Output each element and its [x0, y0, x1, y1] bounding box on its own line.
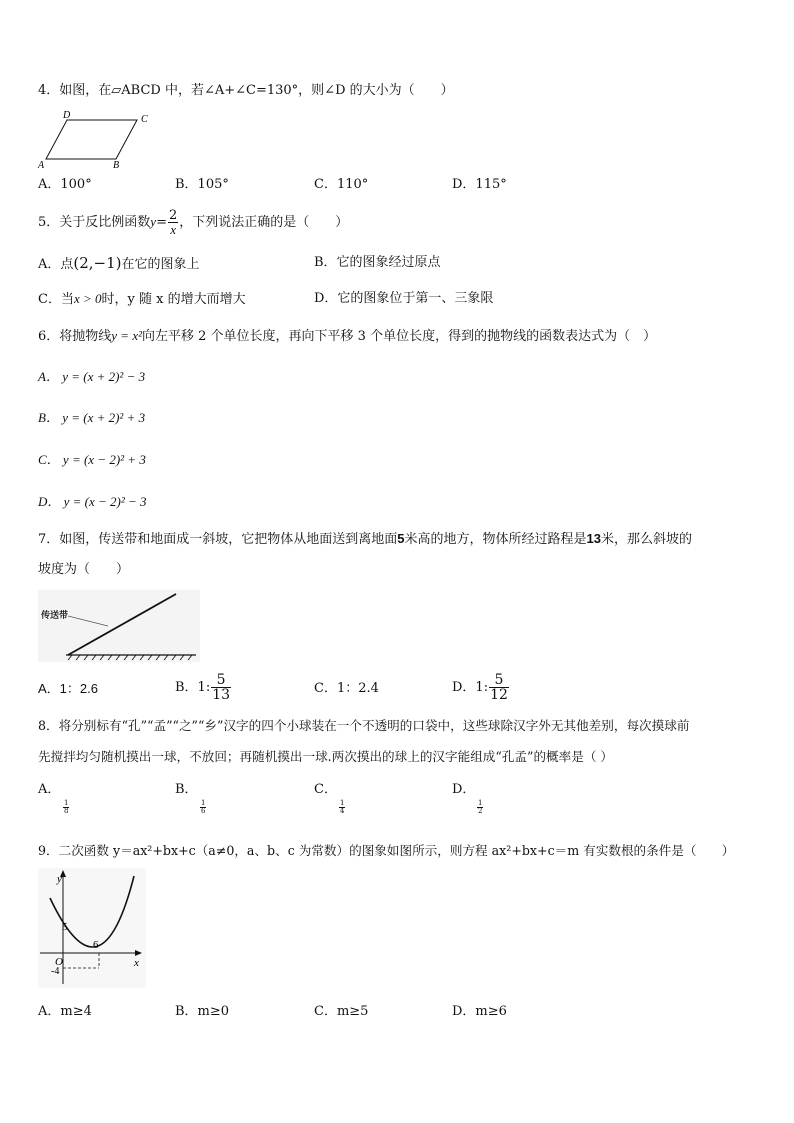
- q5-opt-c-cond: x > 0: [73, 291, 102, 306]
- q6-option-d[interactable]: D． y = (x − 2)² − 3: [38, 494, 147, 509]
- q8-opt-d-frac: [477, 800, 483, 815]
- q5-opt-a-suffix: 在它的图象上: [121, 257, 200, 272]
- q9-label-six: 6: [93, 939, 99, 951]
- q6-prefix: 6．将抛物线: [38, 329, 112, 344]
- q4-label-c: C: [141, 114, 148, 125]
- q8-option-d[interactable]: [452, 781, 484, 817]
- q5-prefix: 5．关于反比例函数: [38, 215, 151, 230]
- q8-opt-b-den: 6: [201, 807, 206, 815]
- q7-opt-b-frac: [211, 673, 231, 702]
- q4-option-b[interactable]: B．105°: [175, 177, 229, 192]
- q5-opt-a-point: (2,−1): [73, 254, 122, 272]
- q8-option-b[interactable]: [175, 781, 207, 817]
- q5-func-eq: =: [156, 215, 167, 230]
- q8-opt-d-num: 1: [478, 799, 483, 807]
- q9-text: 9．二次函数 y＝ax²+bx+c（a≠0，a、b、c 为常数）的图象如图所示，则方程 ax²+bx+c＝m 有实数根的条件是（ ）: [38, 843, 735, 858]
- q4-option-a[interactable]: A．100°: [38, 177, 92, 192]
- q4-option-d[interactable]: D．115°: [452, 177, 507, 192]
- q8-option-a[interactable]: [38, 781, 70, 817]
- q7-line1-a: 7．如图，传送带和地面成一斜坡，它把物体从地面送到离地面: [38, 532, 398, 547]
- q8-opt-d-den: 2: [478, 807, 483, 815]
- q9-label-x: x: [134, 957, 139, 969]
- q8-line1: 8．将分别标有“孔”“孟”“之”“乡”汉字的四个小球装在一个不透明的口袋中，这些球除汉字外无其他差别，每次摸球前: [38, 718, 690, 733]
- q7-opt-b-den: 13: [212, 687, 231, 703]
- q5-frac-num: 2: [168, 208, 178, 223]
- q8-opt-c-den: 4: [340, 807, 345, 815]
- q5-option-b[interactable]: B．它的图象经过原点: [314, 255, 441, 270]
- q7-line2: 坡度为（ ）: [38, 562, 130, 577]
- q5-fraction: [168, 209, 178, 236]
- q8-opt-a-den: 8: [64, 807, 69, 815]
- q4-parallelogram-figure: [38, 108, 158, 170]
- q5-option-c[interactable]: [38, 290, 246, 309]
- q7-line1: [38, 530, 692, 549]
- q6-option-b[interactable]: B． y = (x + 2)² + 3: [38, 410, 146, 425]
- q7-line1-b: 米高的地方，物体所经过路程是: [404, 532, 587, 547]
- q7-line1-n2: 13: [586, 531, 601, 546]
- q5-option-a[interactable]: [38, 254, 200, 274]
- q9-label-five: 5: [62, 921, 68, 933]
- q4-label-b: B: [113, 160, 120, 171]
- q7-option-a[interactable]: A．1：2.6: [38, 681, 98, 696]
- q6-option-c[interactable]: C． y = (x − 2)² + 3: [38, 452, 146, 467]
- q9-label-origin: O: [55, 956, 63, 968]
- q7-opt-d-frac: [489, 673, 509, 702]
- q8-opt-d-label: D．: [452, 782, 476, 797]
- q7-opt-d-num: 5: [489, 673, 509, 688]
- q5-opt-c-suffix: 时，y 随 x 的增大而增大: [101, 292, 246, 307]
- q7-option-c[interactable]: C．1：2.4: [314, 681, 379, 696]
- q5-func-y: y: [150, 214, 157, 229]
- q4-text: 4．如图，在▱ABCD 中，若∠A+∠C=130°，则∠D 的大小为（ ）: [38, 83, 454, 98]
- q6-option-a[interactable]: A． y = (x + 2)² − 3: [38, 369, 146, 384]
- q8-opt-b-frac: [200, 800, 206, 815]
- q9-parabola-graph: [38, 868, 146, 988]
- q9-option-d[interactable]: D．m≥6: [452, 1004, 507, 1019]
- q8-opt-c-num: 1: [340, 799, 345, 807]
- q7-opt-d-prefix: D．1:: [452, 680, 489, 695]
- q7-line1-c: 米，那么斜坡的: [601, 532, 693, 547]
- q8-opt-c-label: C．: [314, 782, 337, 797]
- q5-opt-c-prefix: C．当: [38, 292, 74, 307]
- q8-opt-a-frac: [63, 800, 69, 815]
- q4-label-d: D: [63, 110, 71, 121]
- q4-option-c[interactable]: C．110°: [314, 177, 369, 192]
- q9-option-b[interactable]: B．m≥0: [175, 1004, 230, 1019]
- q8-opt-b-label: B．: [175, 782, 198, 797]
- q7-option-d[interactable]: [452, 668, 510, 708]
- q5-option-d[interactable]: D．它的图象位于第一、三象限: [314, 291, 494, 306]
- q9-label-y: y: [57, 873, 62, 885]
- q8-opt-a-label: A．: [38, 782, 61, 797]
- q5-opt-a-prefix: A．点: [38, 257, 74, 272]
- q8-opt-b-num: 1: [201, 799, 206, 807]
- q6-text: [38, 327, 656, 346]
- q9-option-a[interactable]: A．m≥4: [38, 1004, 92, 1019]
- q5-suffix: ，下列说法正确的是（ ）: [179, 215, 349, 230]
- q7-opt-b-num: 5: [211, 673, 231, 688]
- q7-figure-label: 传送带: [41, 610, 69, 620]
- q7-conveyor-figure: [38, 590, 200, 662]
- q7-option-b[interactable]: [175, 668, 232, 708]
- q9-label-neg4: -4: [51, 966, 60, 977]
- q6-suffix: 向左平移 2 个单位长度，再向下平移 3 个单位长度，得到的抛物线的函数表达式为（ ）: [142, 329, 657, 344]
- q7-opt-d-den: 12: [490, 687, 508, 703]
- q7-line1-n1: 5: [397, 531, 405, 546]
- q8-option-c[interactable]: [314, 781, 346, 817]
- q5-text: [38, 209, 348, 236]
- q6-func: y = x²: [111, 328, 142, 343]
- q5-frac-den: x: [170, 222, 176, 237]
- q9-option-c[interactable]: C．m≥5: [314, 1004, 369, 1019]
- q8-opt-a-num: 1: [64, 799, 69, 807]
- q8-line2: 先搅拌均匀随机摸出一球，不放回；再随机摸出一球.两次摸出的球上的汉字能组成“孔孟”的概率是（ ）: [38, 749, 614, 764]
- q4-label-a: A: [38, 160, 45, 171]
- q7-opt-b-prefix: B．1:: [175, 680, 211, 695]
- q8-opt-c-frac: [339, 800, 345, 815]
